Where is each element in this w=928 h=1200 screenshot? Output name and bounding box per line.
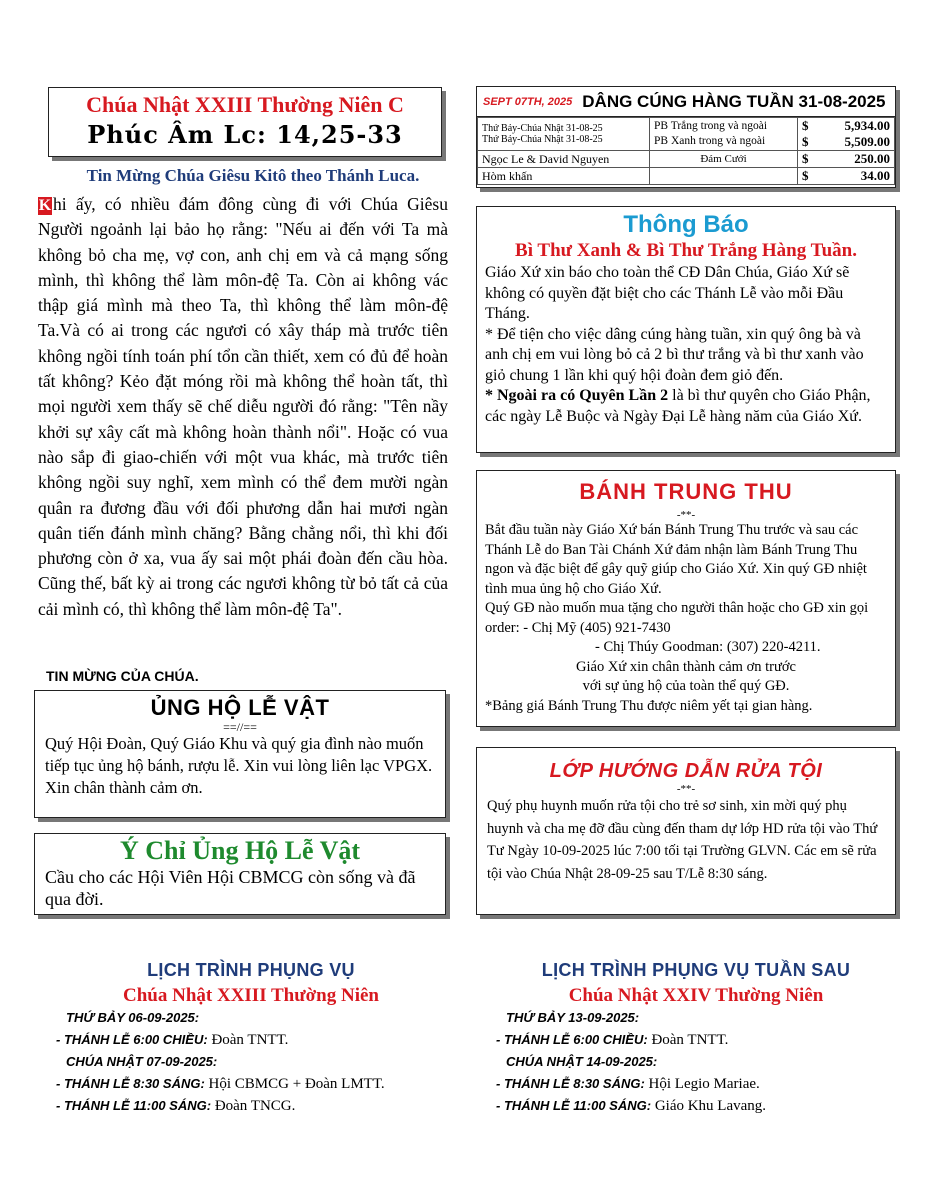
announcement-paragraph: Giáo Xứ xin báo cho toàn thể CĐ Dân Chúa, Giáo Xứ sẽ không có quyền đặt biệt cho các Thánh Lễ vào mỗi Đầu Tháng. (485, 264, 850, 322)
offerings-support-box (34, 690, 446, 818)
schedule-day: THỨ BẢY 06-09-2025: (66, 1010, 200, 1025)
weekly-offering-title: DÂNG CÚNG HÀNG TUẦN 31-08-2025 (582, 91, 886, 111)
table-row: Hòm khấn $ 34.00 (478, 168, 895, 185)
announcement-title: Thông Báo (623, 211, 749, 238)
schedule-subtitle: Chúa Nhật XXIV Thường Niên (568, 985, 824, 1006)
baptism-class-box (476, 747, 896, 915)
divider: ==//== (223, 720, 257, 734)
gospel-body: hi ấy, có nhiều đám đông cùng đi với Chúa Giêsu Người ngoảnh lại bảo họ rằng: "Nếu ai đến với Ta mà không bỏ cha mẹ, vợ con, anh chị em và cả mạng sống mình, thì không thể làm môn-đệ Ta. Còn ai không vác thập giá mình mà theo Ta, thì không thể làm môn-đệ Ta.Và có ai trong các ngươi có xây tháp mà trước tiên không ngồi tính toán phí tổn cần thiết, xem có đủ để hoàn tất không? Kẻo đặt móng rồi mà không thể hoàn tất, thì mọi người xem thấy sẽ chế diễu người đó rằng: "Tên nầy khởi sự xây cất mà không hoàn thành nổi". Hoặc có vua nào sắp đi giao-chiến với một vua khác, mà trước tiên không ngồi suy nghĩ, xem mình có thể đem mười ngàn quân ra đương đầu với đối phương dẫn hai mươi ngàn quân tiến đánh mình chăng? Bằng chẳng nổi, thì khi đối phương còn ở xa, vua ấy sai một phái đoàn đến cầu hòa. Cũng thế, bất kỳ ai trong các ngươi không từ bỏ tất cả của cải mình có, thì không thể làm môn-đệ Ta". (38, 194, 448, 619)
divider: -**- (676, 509, 696, 521)
schedule-mass: - THÁNH LỄ 6:00 CHIỀU: Đoàn TNTT. (56, 1032, 289, 1048)
schedule-title: LỊCH TRÌNH PHỤNG VỤ (147, 960, 355, 980)
gospel-subtitle: Tin Mừng Chúa Giêsu Kitô theo Thánh Luca. (86, 166, 420, 185)
divider: -**- (676, 783, 696, 795)
offering-intention-box (34, 833, 446, 915)
offering-intention-text: Cầu cho các Hội Viên Hội CBMCG còn sống và đã qua đời. (45, 867, 416, 909)
gospel-reference: Phúc Âm Lc: 14,25-33 (87, 120, 403, 149)
mooncake-box (476, 470, 896, 727)
schedule-subtitle: Chúa Nhật XXIII Thường Niên (123, 985, 379, 1006)
schedule-mass: - THÁNH LỄ 8:30 SÁNG: Hội CBMCG + Đoàn LMTT. (56, 1076, 385, 1092)
mooncake-title: BÁNH TRUNG THU (579, 479, 793, 504)
gospel-ending: TIN MỪNG CỦA CHÚA. (46, 668, 199, 684)
offerings-support-title: ỦNG HỘ LỄ VẬT (150, 695, 330, 720)
liturgy-schedule-current (56, 960, 446, 1117)
announcement-paragraph: * Ngoài ra có Quyên Lần 2 là bì thư quyên cho Giáo Phận, các ngày Lễ Buộc và Ngày Đại Lễ hàng năm của Giáo Xứ. (485, 387, 871, 425)
baptism-class-text: Quý phụ huynh muốn rửa tội cho trẻ sơ sinh, xin mời quý phụ huynh và cha mẹ đỡ đầu cùng đến tham dự lớp HD rửa tội vào Thứ Tư Ngày 10-09-2025 lúc 7:00 tối tại Trường GLVN. Các em sẽ rửa tội vào Chúa Nhật 28-09-25 sau T/Lễ 8:30 sáng. (487, 798, 878, 882)
mooncake-thanks: Giáo Xứ xin chân thành cảm ơn trước (576, 658, 796, 675)
bulletin-date: SEPT 07TH, 2025 (483, 95, 573, 108)
mooncake-note: *Bảng giá Bánh Trung Thu được niêm yết tại gian hàng. (485, 697, 813, 714)
gospel-title-box (48, 87, 442, 157)
schedule-mass: - THÁNH LỄ 11:00 SÁNG: Giáo Khu Lavang. (496, 1098, 767, 1114)
table-row: Ngọc Le & David Nguyen Đám Cưới $ 250.00 (478, 151, 895, 168)
weekly-offering-header (477, 87, 895, 117)
offerings-support-text: Quý Hội Đoàn, Quý Giáo Khu và quý gia đình nào muốn tiếp tục ủng hộ bánh, rượu lễ. Xin vui lòng liên lạc VPGX. Xin chân thành cảm ơn. (45, 734, 433, 797)
mooncake-paragraph: Bắt đầu tuần này Giáo Xứ bán Bánh Trung Thu trước và sau các Thánh Lễ do Ban Tài Chánh Xứ đảm nhận làm Bánh Trung Thu ngon và đặc biệt để gây quỹ giúp cho Giáo Xứ. Xin quý GĐ nhiệt tình mua ủng hộ cho Giáo Xứ. (485, 522, 867, 597)
table-row: Thứ Bảy-Chúa Nhật 31-08-25 Thứ Bảy-Chúa Nhật 31-08-25 PB Trắng trong và ngoài PB Xanh trong và ngoài $ 5,934.00 $ 5,509.00 (478, 118, 895, 151)
announcement-box (476, 206, 896, 453)
liturgy-schedule-next (496, 960, 896, 1117)
schedule-title: LỊCH TRÌNH PHỤNG VỤ TUẦN SAU (541, 960, 851, 980)
mooncake-contact: - Chị Thúy Goodman: (307) 220-4211. (595, 639, 821, 655)
gospel-text (38, 192, 448, 622)
schedule-day: CHÚA NHẬT 14-09-2025: (506, 1054, 658, 1069)
schedule-day: THỨ BẢY 13-09-2025: (506, 1010, 640, 1025)
baptism-class-title: LỚP HƯỚNG DẪN RỬA TỘI (549, 760, 823, 782)
mooncake-thanks: với sự ủng hộ của toàn thể quý GĐ. (582, 678, 790, 694)
gospel-dropcap: K (38, 197, 52, 214)
schedule-day: CHÚA NHẬT 07-09-2025: (66, 1054, 218, 1069)
schedule-mass: - THÁNH LỄ 8:30 SÁNG: Hội Legio Mariae. (496, 1076, 760, 1092)
offering-intention-title: Ý Chỉ Ủng Hộ Lễ Vật (119, 836, 361, 865)
weekly-offering-box (476, 86, 896, 188)
sunday-title: Chúa Nhật XXIII Thường Niên C (86, 92, 404, 117)
schedule-mass: - THÁNH LỄ 6:00 CHIỀU: Đoàn TNTT. (496, 1032, 729, 1048)
announcement-subtitle: Bì Thư Xanh & Bì Thư Trắng Hàng Tuần. (515, 240, 857, 261)
weekly-offering-table (477, 117, 895, 185)
mooncake-paragraph: Quý GĐ nào muốn mua tặng cho người thân hoặc cho GĐ xin gọi order: - Chị Mỹ (405) 921-7430 (485, 600, 869, 636)
schedule-mass: - THÁNH LỄ 11:00 SÁNG: Đoàn TNCG. (56, 1098, 296, 1114)
announcement-paragraph: * Để tiện cho việc dâng cúng hàng tuần, xin quý ông bà và anh chị em vui lòng bỏ cả 2 bì thư trắng và bì thư xanh vào giỏ chung 1 lần khi quý hội đoàn đem giỏ đến. (485, 325, 864, 384)
